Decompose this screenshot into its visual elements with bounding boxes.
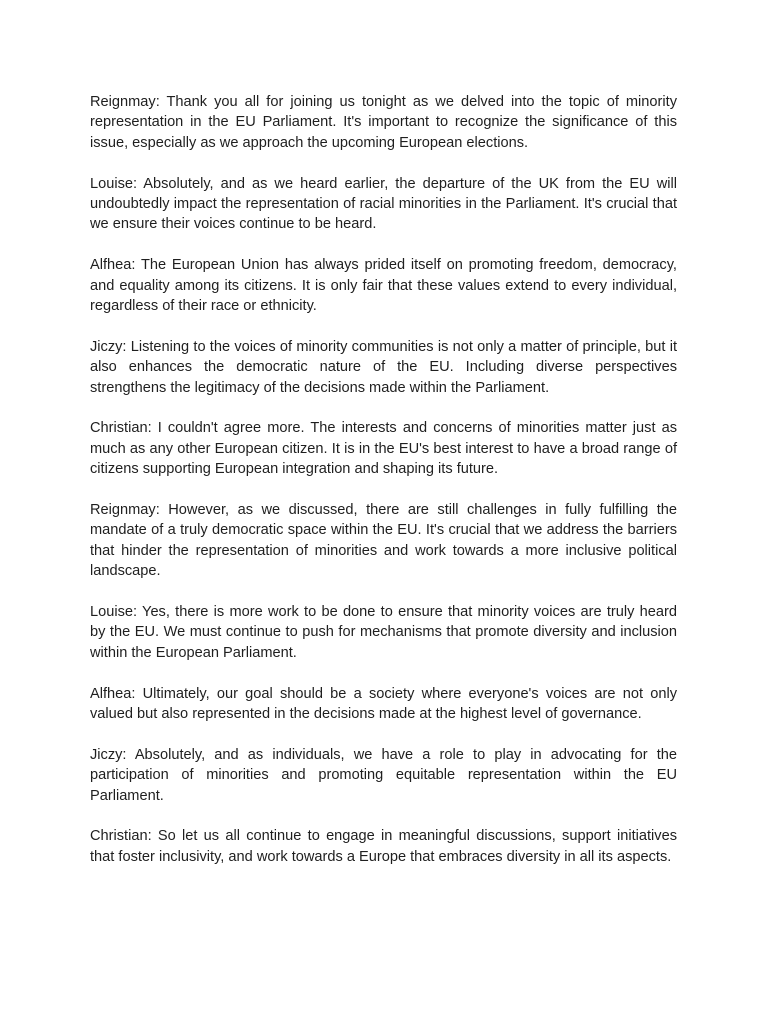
paragraph: Reignmay: However, as we discussed, there are still challenges in fully fulfilling the mandate of a truly democratic space within the EU. It's crucial that we address the barriers that hinder the representation of minorities and work towards a more inclusive political landscape. [90, 502, 677, 580]
paragraph: Reignmay: Thank you all for joining us tonight as we delved into the topic of minority representation in the EU Parliament. It's important to recognize the significance of this issue, especially as we approach the upcoming European elections. [90, 94, 677, 151]
paragraph: Louise: Absolutely, and as we heard earlier, the departure of the UK from the EU will undoubtedly impact the representation of racial minorities in the Parliament. It's crucial that we ensure their voices continue to be heard. [90, 175, 677, 233]
paragraph: Christian: I couldn't agree more. The interests and concerns of minorities matter just as much as any other European citizen. It is in the EU's best interest to have a broad range of citizens supporting European integration and shaping its future. [90, 420, 677, 478]
paragraph: Alfhea: The European Union has always prided itself on promoting freedom, democracy, and equality among its citizens. It is only fair that these values extend to every individual, regardless of their race or ethnicity. [90, 257, 677, 315]
paragraph: Alfhea: Ultimately, our goal should be a society where everyone's voices are not only valued but also represented in the decisions made at the highest level of governance. [90, 685, 677, 723]
paragraph: Jiczy: Absolutely, and as individuals, we have a role to play in advocating for the participation of minorities and promoting equitable representation within the EU Parliament. [90, 746, 677, 804]
paragraph: Louise: Yes, there is more work to be done to ensure that minority voices are truly heard by the EU. We must continue to push for mechanisms that promote diversity and inclusion within the European Parliament. [90, 604, 677, 661]
paragraph: Christian: So let us all continue to engage in meaningful discussions, support initiatives that foster inclusivity, and work towards a Europe that embraces diversity in all its aspects. [90, 828, 677, 865]
paragraph: Jiczy: Listening to the voices of minority communities is not only a matter of principle, but it also enhances the democratic nature of the EU. Including diverse perspectives strengthens the legitimacy of the decisions made within the Parliament. [90, 338, 677, 396]
document-page [90, 92, 677, 888]
